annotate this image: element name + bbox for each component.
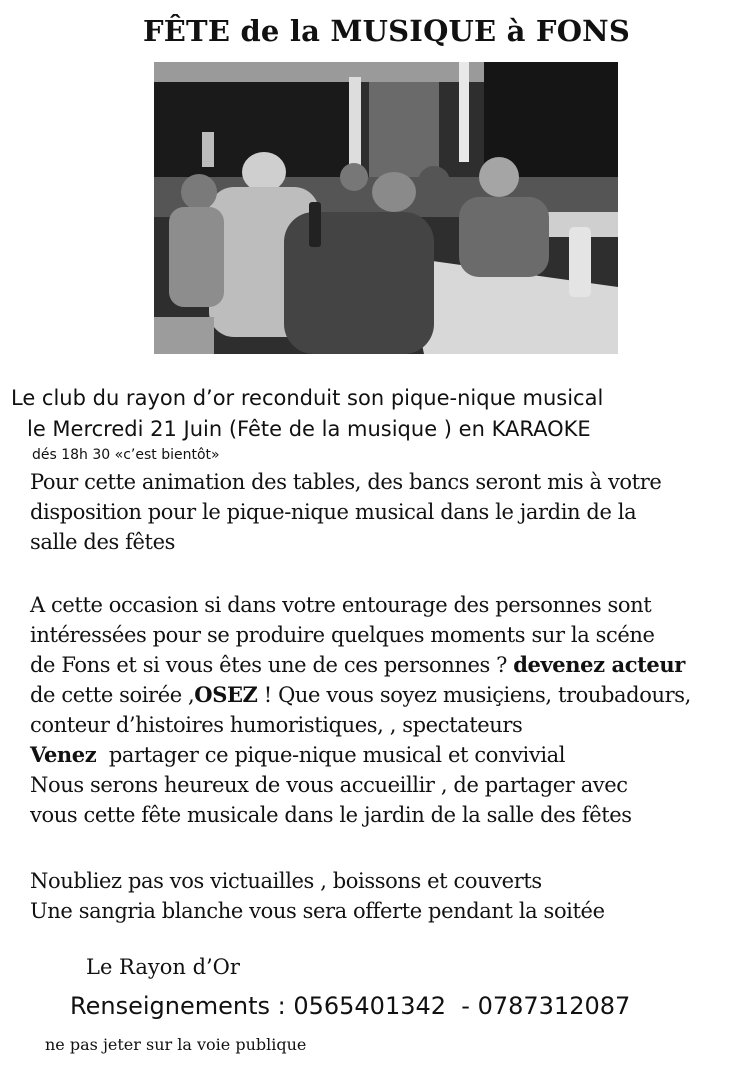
text-span: ! Que vous soyez musiçiens, troubadours,	[257, 683, 691, 707]
text-line	[30, 740, 691, 770]
text-line	[30, 680, 691, 710]
text-line: salle des fêtes	[30, 530, 175, 554]
bold-text: Venez	[30, 742, 97, 767]
text-span: partager ce pique-nique musical et convivial	[96, 743, 566, 767]
text-line: vous cette fête musicale dans le jardin de la salle des fêtes	[30, 803, 632, 827]
text-span: de cette soirée ,	[30, 683, 195, 707]
paragraph-3	[30, 866, 605, 926]
text-line: Noubliez pas vos victuailles , boissons et couverts	[30, 869, 542, 893]
text-line: Pour cette animation des tables, des bancs seront mis à votre	[30, 470, 662, 494]
text-line: conteur d’histoires humoristiques, , spectateurs	[30, 713, 523, 737]
text-line: disposition pour le pique-nique musical dans le jardin de la	[30, 500, 637, 524]
page-title: FÊTE de la MUSIQUE à FONS	[142, 14, 631, 48]
text-line: A cette occasion si dans votre entourage des personnes sont	[30, 593, 652, 617]
text-span: de Fons et si vous êtes une de ces personnes ?	[30, 653, 514, 677]
bold-text: OSEZ	[194, 682, 258, 707]
contact-phone-numbers: Renseignements : 0565401342 - 0787312087	[70, 992, 631, 1020]
bold-text: devenez acteur	[513, 652, 685, 677]
intro-line-2: le Mercredi 21 Juin (Fête de la musique ) en KARAOKE	[27, 417, 591, 441]
picnic-photo-icon	[154, 62, 618, 354]
footer-note: ne pas jeter sur la voie publique	[45, 1035, 307, 1054]
text-line	[30, 650, 691, 680]
signature: Le Rayon d’Or	[86, 955, 240, 979]
paragraph-1	[30, 467, 661, 557]
text-line: Une sangria blanche vous sera offerte pendant la soitée	[30, 899, 605, 923]
intro-line-1: Le club du rayon d’or reconduit son pique-nique musical	[11, 386, 604, 410]
text-line: Nous serons heureux de vous accueillir , de partager avec	[30, 773, 628, 797]
paragraph-2	[30, 590, 691, 830]
intro-line-3: dés 18h 30 «c’est bientôt»	[32, 447, 220, 463]
text-line: intéressées pour se produire quelques moments sur la scéne	[30, 623, 655, 647]
